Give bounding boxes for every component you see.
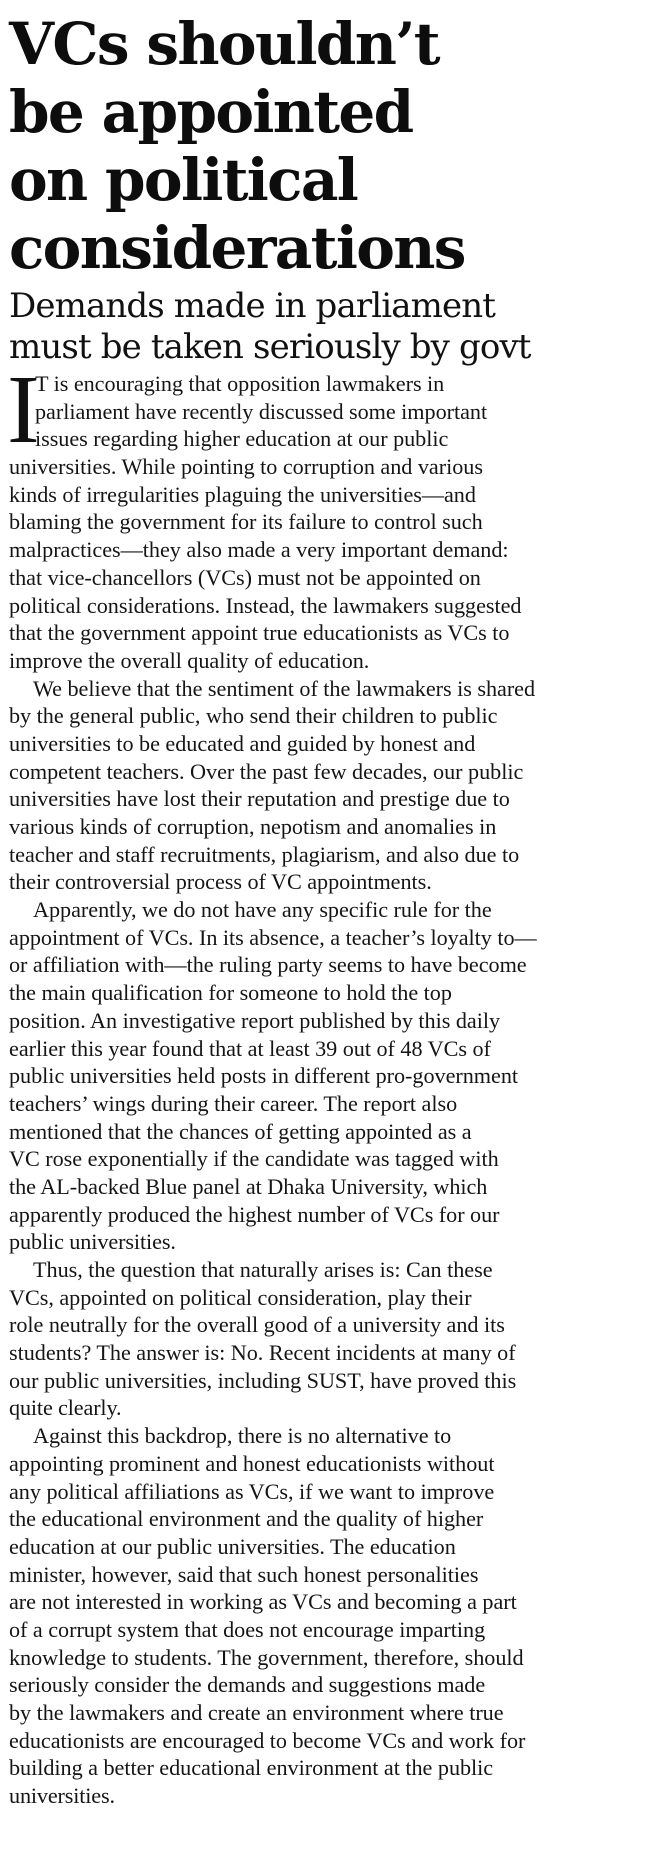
paragraph-line: position. An investigative report published by this daily: [9, 1007, 501, 1033]
paragraph-line: mentioned that the chances of getting appointed as a: [9, 1118, 472, 1144]
paragraph-line: earlier this year found that at least 39 out of 48 VCs of: [9, 1035, 491, 1061]
editorial-article: [9, 10, 639, 1810]
paragraph-line: parliament have recently discussed some important: [35, 398, 488, 424]
paragraph-line: of a corrupt system that does not encourage imparting: [9, 1616, 486, 1642]
paragraph-line: educationists are encouraged to become VCs and work for: [9, 1727, 526, 1753]
headline-line: on political: [9, 146, 358, 214]
paragraph-line: improve the overall quality of education.: [9, 647, 370, 673]
paragraph-line: our public universities, including SUST, have proved this: [9, 1367, 517, 1393]
paragraph-line: issues regarding higher education at our public: [35, 426, 449, 452]
article-paragraph: [9, 1422, 639, 1810]
paragraph-line: students? The answer is: No. Recent incidents at many of: [9, 1340, 516, 1366]
paragraph-line: minister, however, said that such honest personalities: [9, 1561, 479, 1587]
paragraph-line: teacher and staff recruitments, plagiarism, and also due to: [9, 841, 520, 867]
paragraph-line: that the government appoint true educationists as VCs to: [9, 620, 510, 646]
paragraph-line: apparently produced the highest number of VCs for our: [9, 1201, 500, 1227]
paragraph-line: malpractices—they also made a very important demand:: [9, 537, 509, 563]
paragraph-line: building a better educational environment at the public: [9, 1755, 494, 1781]
standfirst-line: must be taken seriously by govt: [9, 327, 531, 367]
paragraph-line: are not interested in working as VCs and becoming a part: [9, 1589, 517, 1615]
paragraph-line: seriously consider the demands and suggestions made: [9, 1672, 486, 1698]
paragraph-line: various kinds of corruption, nepotism and anomalies in: [9, 814, 497, 839]
headline: [9, 10, 639, 282]
paragraph-line: Apparently, we do not have any specific rule for the: [33, 897, 492, 923]
paragraph-line: competent teachers. Over the past few decades, our public: [9, 758, 524, 784]
paragraph-line: their controversial process of VC appointments.: [9, 869, 432, 895]
headline-line: considerations: [9, 214, 465, 282]
paragraph-line: appointing prominent and honest educationists without: [9, 1450, 495, 1476]
paragraph-line: We believe that the sentiment of the lawmakers is shared: [33, 675, 536, 701]
paragraph-line: universities have lost their reputation and prestige due to: [9, 786, 510, 812]
paragraph-line: universities to be educated and guided by honest and: [9, 730, 476, 756]
paragraph-line: knowledge to students. The government, therefore, should: [9, 1644, 524, 1670]
paragraph-line: role neutrally for the overall good of a university and its: [9, 1312, 505, 1338]
standfirst-line: Demands made in parliament: [9, 286, 496, 326]
paragraph-line: the educational environment and the quality of higher: [9, 1506, 484, 1532]
article-paragraph: [9, 896, 639, 1256]
paragraph-line: by the general public, who send their children to public: [9, 703, 498, 729]
paragraph-line: political considerations. Instead, the lawmakers suggested: [9, 592, 522, 618]
headline-line: be appointed: [9, 78, 413, 146]
drop-cap: I: [7, 356, 40, 464]
paragraph-line: teachers’ wings during their career. The report also: [9, 1090, 458, 1116]
paragraph-line: public universities held posts in different pro-government: [9, 1063, 519, 1089]
paragraph-line: or affiliation with—the ruling party seems to have become: [9, 952, 527, 978]
paragraph-line: Thus, the question that naturally arises is: Can these: [33, 1257, 493, 1282]
paragraph-line: quite clearly.: [9, 1395, 122, 1421]
paragraph-line: the AL-backed Blue panel at Dhaka University, which: [9, 1173, 488, 1199]
paragraph-line: any political affiliations as VCs, if we want to improve: [9, 1478, 495, 1504]
paragraph-line: that vice-chancellors (VCs) must not be appointed on: [9, 564, 481, 590]
paragraph-line: education at our public universities. The education: [9, 1533, 456, 1559]
paragraph-line: the main qualification for someone to hold the top: [9, 980, 452, 1006]
paragraph-line: VCs, appointed on political consideration, play their: [9, 1284, 472, 1310]
paragraph-line: kinds of irregularities plaguing the universities—and: [9, 481, 476, 507]
article-body: [7, 356, 639, 1810]
paragraph-line: by the lawmakers and create an environment where true: [9, 1700, 504, 1725]
paragraph-line: appointment of VCs. In its absence, a teacher’s loyalty to—: [9, 924, 537, 950]
paragraph-line: public universities.: [9, 1229, 176, 1255]
paragraph-line: universities.: [9, 1783, 115, 1809]
paragraph-line: blaming the government for its failure to control such: [9, 509, 483, 535]
standfirst: [9, 286, 639, 368]
headline-line: VCs shouldn’t: [9, 10, 439, 78]
article-paragraph: [9, 1256, 639, 1422]
paragraph-line: universities. While pointing to corruption and various: [9, 454, 483, 480]
paragraph-line: VC rose exponentially if the candidate was tagged with: [9, 1146, 499, 1172]
article-paragraph: [7, 356, 639, 675]
article-paragraph: [9, 675, 639, 897]
paragraph-line: T is encouraging that opposition lawmakers in: [35, 371, 445, 396]
paragraph-line: Against this backdrop, there is no alternative to: [33, 1423, 452, 1449]
